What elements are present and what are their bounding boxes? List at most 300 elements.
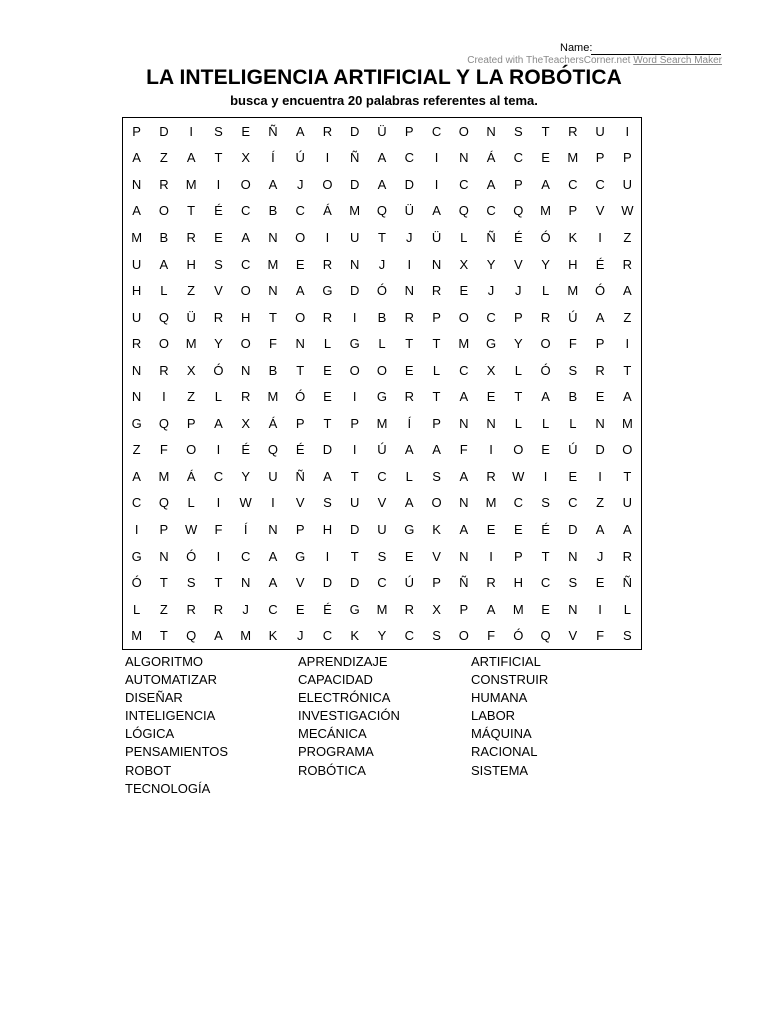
grid-cell[interactable]: É [323,601,332,617]
grid-cell[interactable]: I [598,229,602,245]
grid-cell[interactable]: J [487,283,495,299]
grid-cell[interactable]: Ü [186,309,196,325]
grid-cell[interactable]: D [159,123,169,139]
grid-cell[interactable]: Ú [377,442,387,458]
grid-cell[interactable]: P [432,575,441,591]
grid-cell[interactable]: N [459,150,469,166]
grid-cell[interactable]: A [595,522,605,538]
grid-cell[interactable]: C [486,309,496,325]
grid-cell[interactable]: I [325,150,330,166]
grid-cell[interactable]: O [458,628,469,644]
grid-cell[interactable]: E [595,389,605,405]
grid-cell[interactable]: T [541,548,550,564]
grid-cell[interactable]: A [404,442,414,458]
grid-cell[interactable]: K [350,628,360,644]
grid-cell[interactable]: É [214,203,223,219]
grid-cell[interactable]: I [598,601,602,617]
grid-cell[interactable]: S [568,362,578,378]
grid-cell[interactable]: S [432,468,441,484]
grid-cell[interactable]: Ñ [622,575,633,591]
grid-cell[interactable]: M [158,468,170,484]
grid-cell[interactable]: N [131,176,142,192]
grid-cell[interactable]: Ó [540,362,551,378]
grid-cell[interactable]: F [268,336,277,352]
grid-cell[interactable]: I [216,548,221,564]
grid-cell[interactable]: R [404,309,414,325]
grid-cell[interactable]: L [133,601,141,617]
grid-cell[interactable]: R [159,176,169,192]
grid-cell[interactable]: S [186,575,196,591]
grid-cell[interactable]: I [625,123,630,139]
grid-cell[interactable]: R [486,468,496,484]
grid-cell[interactable]: C [213,468,224,484]
grid-cell[interactable]: E [404,548,414,564]
grid-cell[interactable]: E [541,442,550,458]
grid-cell[interactable]: M [349,203,361,219]
grid-cell[interactable]: S [214,123,223,139]
grid-cell[interactable]: Í [407,415,412,431]
grid-cell[interactable]: R [213,309,224,325]
grid-cell[interactable]: D [322,442,333,458]
grid-cell[interactable]: É [241,442,251,458]
grid-cell[interactable]: Ñ [350,150,360,166]
grid-cell[interactable]: Ú [568,442,578,458]
grid-cell[interactable]: M [512,601,524,617]
grid-cell[interactable]: Z [623,229,632,245]
grid-cell[interactable]: X [432,601,441,617]
grid-cell[interactable]: N [268,522,278,538]
grid-cell[interactable]: W [621,203,634,219]
grid-cell[interactable]: B [268,362,278,378]
grid-cell[interactable]: V [377,495,387,511]
grid-cell[interactable]: C [595,176,605,192]
grid-cell[interactable]: Ó [213,362,224,378]
grid-cell[interactable]: E [295,256,305,272]
grid-cell[interactable]: O [240,283,251,299]
grid-cell[interactable]: P [295,415,305,431]
grid-cell[interactable]: L [187,495,195,511]
grid-cell[interactable]: Y [214,336,223,352]
grid-cell[interactable]: W [512,468,525,484]
grid-cell[interactable]: A [486,601,496,617]
grid-cell[interactable]: R [622,548,633,564]
grid-cell[interactable]: N [459,415,469,431]
grid-cell[interactable]: C [131,495,142,511]
grid-cell[interactable]: M [567,283,579,299]
grid-cell[interactable]: N [486,123,496,139]
grid-cell[interactable]: I [352,442,357,458]
grid-cell[interactable]: N [159,548,169,564]
grid-cell[interactable]: J [296,176,304,192]
grid-cell[interactable]: G [349,336,360,352]
grid-cell[interactable]: N [295,336,305,352]
grid-cell[interactable]: Q [267,442,278,458]
grid-cell[interactable]: E [541,601,550,617]
grid-cell[interactable]: I [489,548,493,564]
grid-cell[interactable]: O [540,336,551,352]
grid-cell[interactable]: P [186,415,196,431]
grid-cell[interactable]: O [513,442,524,458]
grid-cell[interactable]: M [131,628,143,644]
grid-cell[interactable]: O [186,442,197,458]
grid-cell[interactable]: N [131,389,142,405]
grid-cell[interactable]: Q [513,203,524,219]
grid-cell[interactable]: M [131,229,143,245]
grid-cell[interactable]: C [404,628,414,644]
grid-cell[interactable]: É [295,442,305,458]
grid-cell[interactable]: R [240,389,251,405]
grid-cell[interactable]: A [132,468,141,484]
grid-cell[interactable]: Á [268,415,278,431]
grid-cell[interactable]: Z [159,150,168,166]
grid-cell[interactable]: W [239,495,252,511]
grid-cell[interactable]: A [268,176,278,192]
grid-cell[interactable]: R [322,309,333,325]
grid-cell[interactable]: T [623,362,632,378]
grid-cell[interactable]: T [623,468,632,484]
grid-cell[interactable]: F [596,628,605,644]
grid-cell[interactable]: Á [186,468,196,484]
grid-cell[interactable]: G [404,522,415,538]
grid-cell[interactable]: L [514,415,522,431]
grid-cell[interactable]: J [515,283,522,299]
grid-cell[interactable]: T [214,575,223,591]
grid-cell[interactable]: Ú [568,309,578,325]
grid-cell[interactable]: B [568,389,578,405]
grid-cell[interactable]: R [431,283,442,299]
grid-cell[interactable]: Ó [513,628,524,644]
grid-cell[interactable]: C [268,601,278,617]
grid-cell[interactable]: E [404,362,414,378]
grid-cell[interactable]: O [158,336,169,352]
grid-cell[interactable]: T [432,389,441,405]
grid-cell[interactable]: A [541,176,550,192]
grid-cell[interactable]: R [568,123,578,139]
grid-cell[interactable]: T [296,362,305,378]
grid-cell[interactable]: P [404,123,414,139]
grid-cell[interactable]: N [486,415,496,431]
grid-cell[interactable]: T [159,575,168,591]
grid-cell[interactable]: M [267,389,279,405]
grid-cell[interactable]: V [513,256,523,272]
grid-cell[interactable]: V [432,548,441,564]
grid-cell[interactable]: S [432,628,441,644]
grid-cell[interactable]: I [162,389,166,405]
grid-cell[interactable]: Q [540,628,551,644]
grid-cell[interactable]: A [432,203,441,219]
grid-cell[interactable]: Ü [431,229,442,245]
grid-cell[interactable]: A [241,229,251,245]
grid-cell[interactable]: R [131,336,142,352]
grid-cell[interactable]: M [185,336,197,352]
grid-cell[interactable]: G [131,415,142,431]
grid-cell[interactable]: R [159,362,169,378]
grid-cell[interactable]: L [160,283,168,299]
grid-cell[interactable]: Ó [131,575,142,591]
grid-cell[interactable]: G [295,548,306,564]
grid-cell[interactable]: A [186,150,196,166]
grid-cell[interactable]: Z [159,601,168,617]
grid-cell[interactable]: H [186,256,196,272]
grid-cell[interactable]: X [241,415,251,431]
grid-cell[interactable]: O [349,362,360,378]
grid-cell[interactable]: T [323,415,332,431]
grid-cell[interactable]: R [540,309,551,325]
grid-cell[interactable]: K [568,229,578,245]
grid-cell[interactable]: C [377,575,387,591]
grid-cell[interactable]: U [350,495,360,511]
grid-cell[interactable]: H [131,283,142,299]
grid-cell[interactable]: F [159,442,168,458]
grid-cell[interactable]: E [214,229,223,245]
grid-cell[interactable]: U [622,495,633,511]
grid-cell[interactable]: X [486,362,496,378]
grid-cell[interactable]: Ü [377,123,387,139]
grid-cell[interactable]: Ñ [486,229,496,245]
grid-cell[interactable]: Ü [404,203,414,219]
grid-cell[interactable]: A [159,256,169,272]
grid-cell[interactable]: V [595,203,605,219]
grid-cell[interactable]: Q [158,495,169,511]
grid-cell[interactable]: D [350,176,360,192]
grid-cell[interactable]: A [459,468,469,484]
grid-cell[interactable]: G [131,548,142,564]
grid-cell[interactable]: K [432,522,441,538]
grid-cell[interactable]: D [595,442,605,458]
grid-cell[interactable]: U [268,468,278,484]
grid-cell[interactable]: L [378,336,386,352]
grid-cell[interactable]: D [350,522,360,538]
grid-cell[interactable]: Y [486,256,496,272]
grid-cell[interactable]: Q [186,628,197,644]
grid-cell[interactable]: E [513,522,523,538]
grid-cell[interactable]: T [514,389,523,405]
grid-cell[interactable]: P [350,415,360,431]
credit-link[interactable]: Word Search Maker [633,55,722,66]
grid-cell[interactable]: A [268,548,278,564]
grid-cell[interactable]: Z [187,389,196,405]
grid-cell[interactable]: X [241,150,251,166]
grid-cell[interactable]: Ó [186,548,197,564]
grid-cell[interactable]: T [350,548,359,564]
grid-cell[interactable]: A [323,468,332,484]
grid-cell[interactable]: Ó [376,283,388,299]
grid-cell[interactable]: J [406,229,413,245]
grid-cell[interactable]: O [158,203,169,219]
grid-cell[interactable]: A [595,309,605,325]
grid-cell[interactable]: E [323,389,332,405]
grid-cell[interactable]: M [458,336,470,352]
grid-cell[interactable]: A [432,442,441,458]
grid-cell[interactable]: U [622,176,633,192]
grid-cell[interactable]: O [458,123,469,139]
grid-cell[interactable]: D [568,522,578,538]
grid-cell[interactable]: A [132,150,141,166]
grid-cell[interactable]: J [242,601,249,617]
grid-cell[interactable]: I [352,309,357,325]
grid-cell[interactable]: O [295,229,306,245]
grid-cell[interactable]: O [376,362,388,378]
grid-cell[interactable]: L [432,362,441,378]
grid-cell[interactable]: Q [158,309,169,325]
grid-cell[interactable]: I [543,468,548,484]
grid-cell[interactable]: S [377,548,387,564]
grid-cell[interactable]: M [240,628,252,644]
grid-cell[interactable]: C [486,203,496,219]
grid-cell[interactable]: A [132,203,141,219]
grid-cell[interactable]: O [295,309,306,325]
grid-cell[interactable]: H [322,522,333,538]
grid-cell[interactable]: I [325,548,330,564]
grid-cell[interactable]: S [513,123,523,139]
grid-cell[interactable]: T [432,336,441,352]
grid-cell[interactable]: P [595,336,605,352]
grid-cell[interactable]: C [404,150,414,166]
grid-cell[interactable]: Á [323,203,332,219]
grid-cell[interactable]: V [295,495,305,511]
grid-cell[interactable]: P [459,601,469,617]
grid-cell[interactable]: D [404,176,414,192]
grid-cell[interactable]: Ó [540,229,551,245]
grid-cell[interactable]: L [623,601,631,617]
grid-cell[interactable]: U [595,123,605,139]
grid-cell[interactable]: N [240,362,251,378]
grid-cell[interactable]: V [295,575,305,591]
grid-cell[interactable]: P [432,415,441,431]
grid-cell[interactable]: A [623,389,632,405]
grid-cell[interactable]: H [240,309,251,325]
grid-cell[interactable]: Ñ [268,123,278,139]
grid-cell[interactable]: U [131,309,142,325]
grid-cell[interactable]: R [486,575,496,591]
grid-cell[interactable]: A [377,150,387,166]
grid-cell[interactable]: R [322,123,333,139]
grid-cell[interactable]: S [323,495,332,511]
grid-cell[interactable]: E [568,468,578,484]
grid-cell[interactable]: C [513,495,523,511]
grid-cell[interactable]: L [569,415,577,431]
grid-cell[interactable]: C [459,362,469,378]
grid-cell[interactable]: P [295,522,305,538]
grid-cell[interactable]: E [323,362,332,378]
grid-cell[interactable]: R [595,362,605,378]
grid-cell[interactable]: L [514,362,522,378]
grid-cell[interactable]: P [513,548,523,564]
grid-cell[interactable]: Í [271,150,275,166]
grid-cell[interactable]: B [268,203,278,219]
grid-cell[interactable]: N [131,362,142,378]
grid-cell[interactable]: A [295,123,305,139]
grid-cell[interactable]: I [407,256,412,272]
grid-cell[interactable]: J [596,548,604,564]
grid-cell[interactable]: I [434,176,439,192]
grid-cell[interactable]: T [214,150,223,166]
grid-cell[interactable]: D [350,575,360,591]
grid-cell[interactable]: O [431,495,442,511]
grid-cell[interactable]: O [458,309,469,325]
grid-cell[interactable]: R [322,256,333,272]
grid-cell[interactable]: Z [187,283,196,299]
grid-cell[interactable]: G [322,283,333,299]
grid-cell[interactable]: N [568,548,578,564]
grid-cell[interactable]: P [595,150,605,166]
grid-cell[interactable]: S [541,495,550,511]
grid-cell[interactable]: N [459,548,469,564]
grid-cell[interactable]: X [186,362,196,378]
grid-cell[interactable]: F [568,336,577,352]
grid-cell[interactable]: J [296,628,304,644]
grid-cell[interactable]: D [322,575,333,591]
grid-cell[interactable]: R [186,601,196,617]
grid-cell[interactable]: L [214,389,223,405]
grid-cell[interactable]: O [240,336,251,352]
grid-cell[interactable]: T [187,203,196,219]
grid-cell[interactable]: T [378,229,386,245]
grid-cell[interactable]: E [486,389,496,405]
grid-cell[interactable]: I [625,336,630,352]
grid-cell[interactable]: M [540,203,551,219]
grid-cell[interactable]: Z [623,309,632,325]
grid-cell[interactable]: G [485,336,497,352]
grid-cell[interactable]: C [568,495,578,511]
grid-cell[interactable]: F [487,628,496,644]
grid-cell[interactable]: B [377,309,387,325]
grid-cell[interactable]: N [568,601,578,617]
grid-cell[interactable]: N [350,256,360,272]
grid-cell[interactable]: P [513,309,523,325]
grid-cell[interactable]: Ñ [459,575,469,591]
grid-cell[interactable]: M [185,176,197,192]
grid-cell[interactable]: M [485,495,497,511]
grid-cell[interactable]: S [568,575,578,591]
grid-cell[interactable]: E [459,283,469,299]
grid-cell[interactable]: I [325,229,330,245]
grid-cell[interactable]: A [541,389,550,405]
grid-cell[interactable]: P [132,123,141,139]
grid-cell[interactable]: P [432,309,441,325]
grid-cell[interactable]: N [240,575,251,591]
grid-cell[interactable]: M [621,415,633,431]
grid-cell[interactable]: R [622,256,633,272]
grid-cell[interactable]: R [213,601,224,617]
grid-cell[interactable]: I [598,468,602,484]
grid-cell[interactable]: D [350,123,360,139]
grid-cell[interactable]: Ñ [295,468,305,484]
grid-cell[interactable]: A [268,575,278,591]
grid-cell[interactable]: C [513,150,523,166]
grid-cell[interactable]: N [404,283,414,299]
grid-cell[interactable]: I [352,389,357,405]
grid-cell[interactable]: E [595,575,605,591]
grid-cell[interactable]: M [567,150,579,166]
grid-cell[interactable]: C [459,176,469,192]
grid-cell[interactable]: A [404,495,414,511]
grid-cell[interactable]: A [623,283,632,299]
grid-cell[interactable]: T [541,123,550,139]
grid-cell[interactable]: C [540,575,551,591]
grid-cell[interactable]: O [622,442,633,458]
grid-cell[interactable]: Y [541,256,550,272]
grid-cell[interactable]: Q [158,415,169,431]
grid-cell[interactable]: Ú [404,575,414,591]
grid-cell[interactable]: U [350,229,360,245]
grid-cell[interactable]: B [159,229,169,245]
grid-cell[interactable]: O [322,176,333,192]
grid-cell[interactable]: Ó [295,389,306,405]
grid-cell[interactable]: Í [243,522,248,538]
grid-cell[interactable]: C [240,256,251,272]
grid-cell[interactable]: É [513,229,523,245]
